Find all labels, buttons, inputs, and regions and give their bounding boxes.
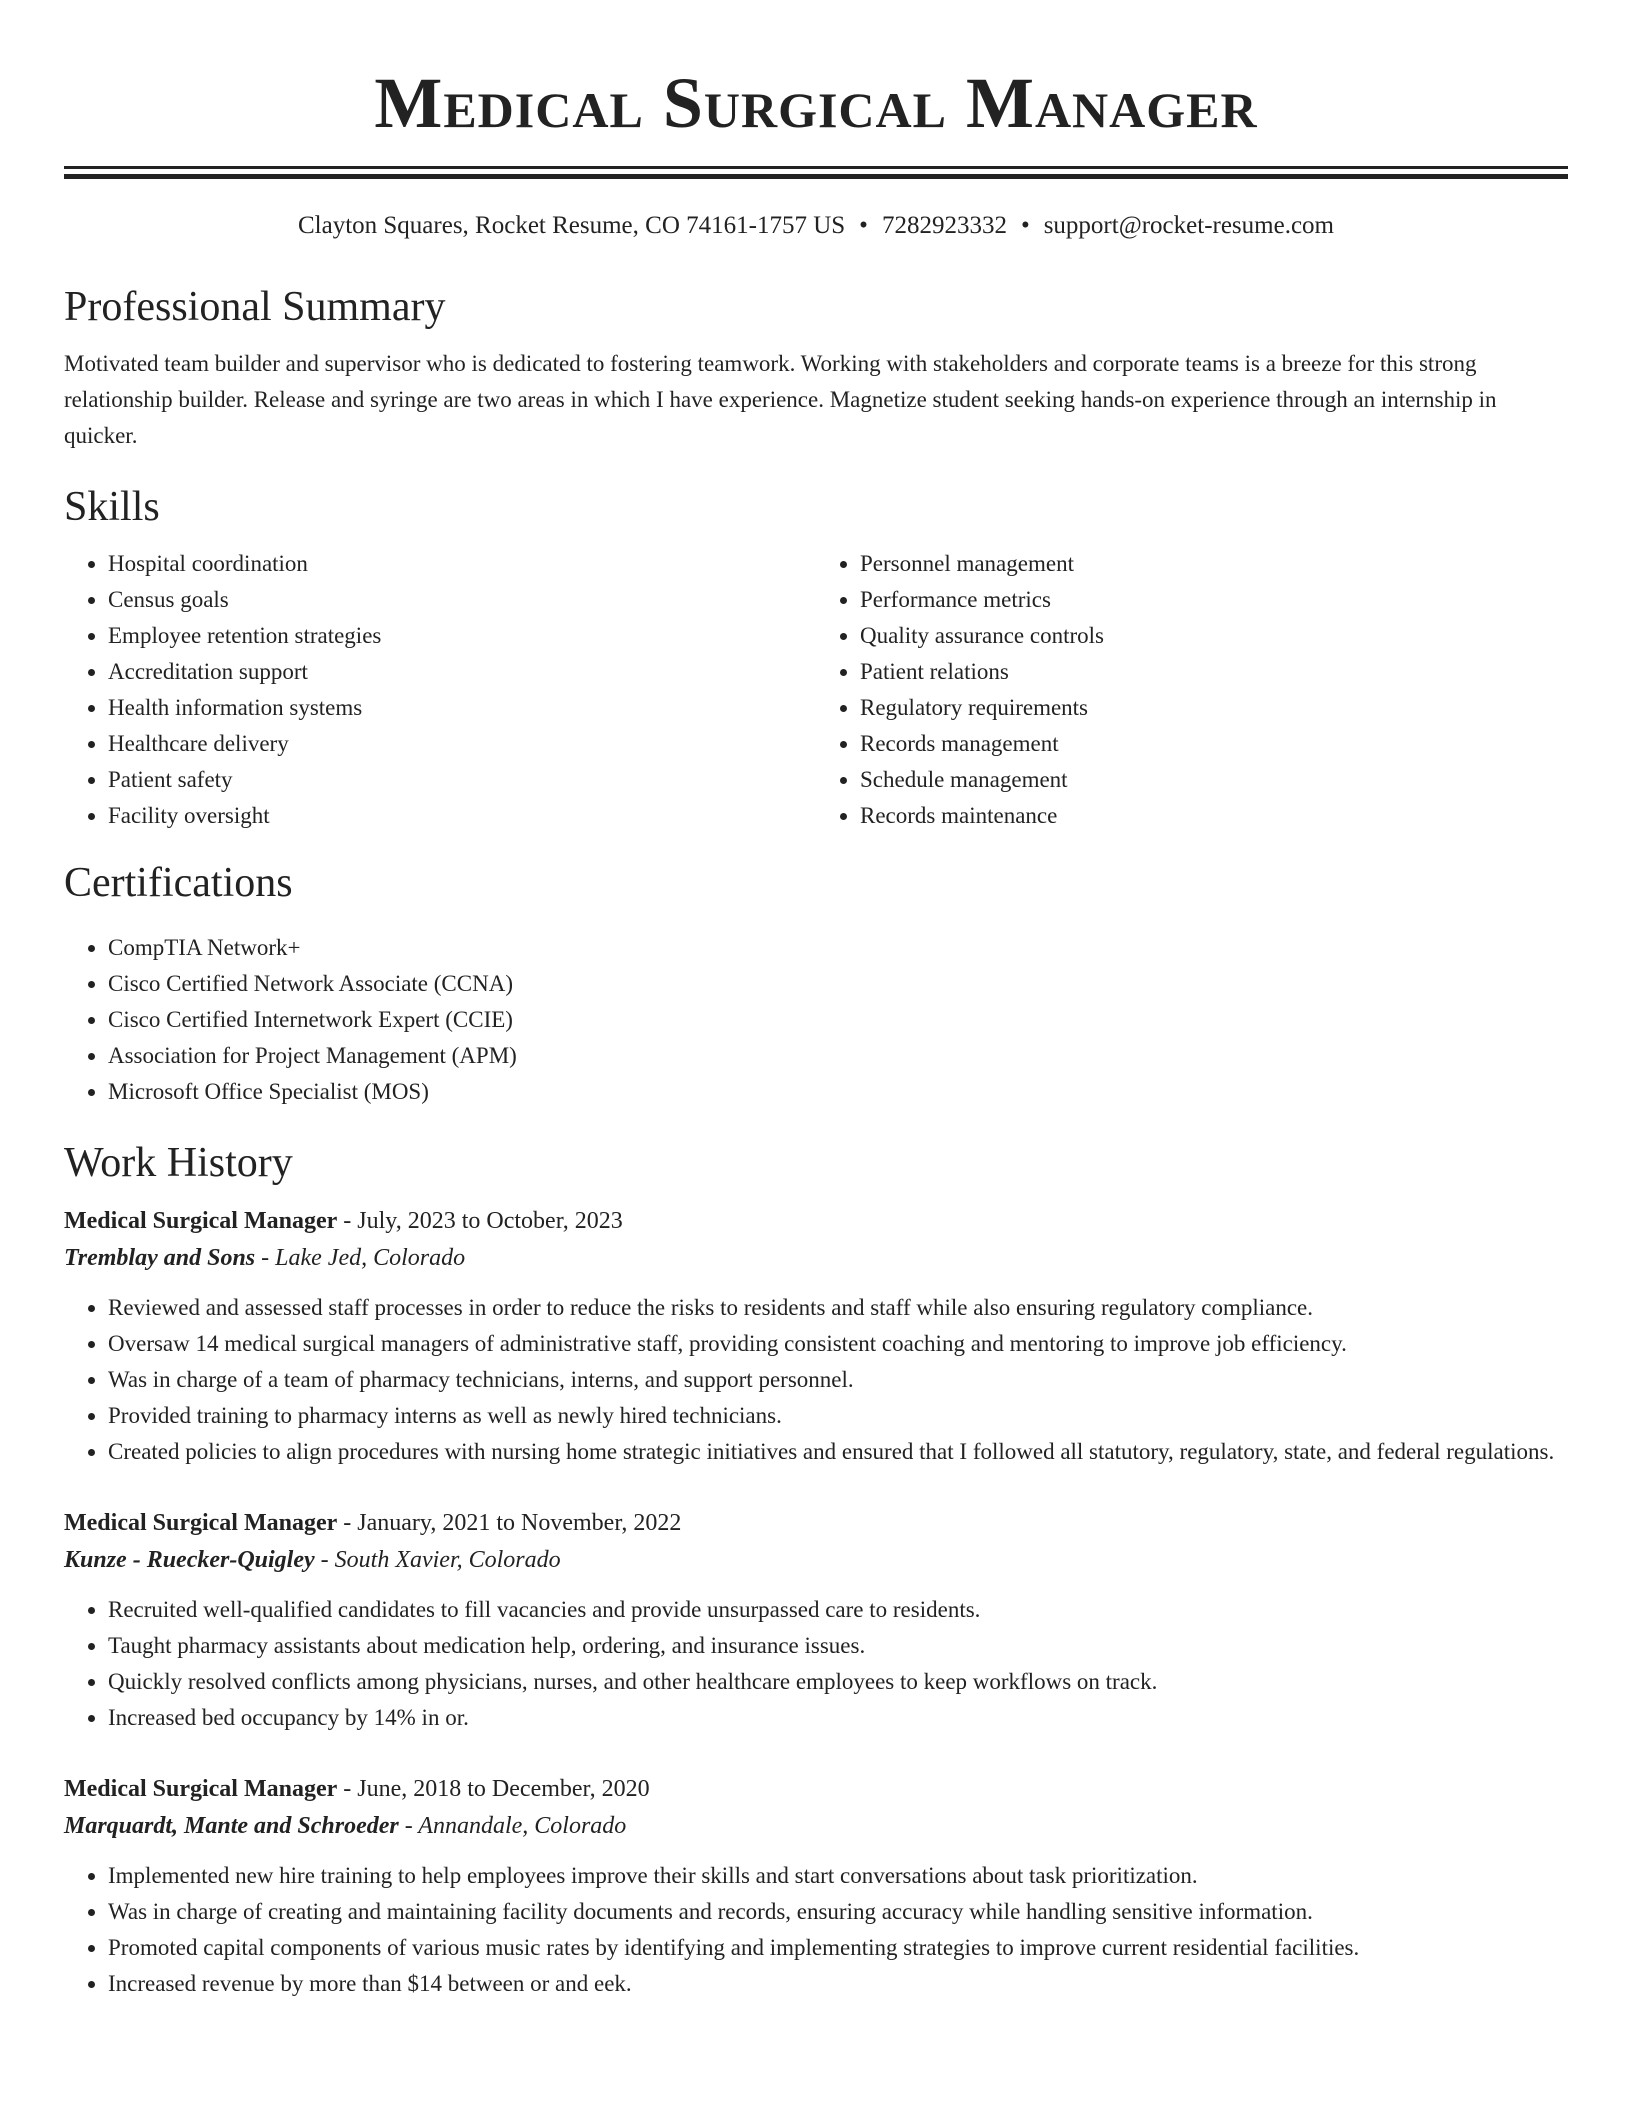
contact-line — [64, 211, 1568, 241]
job-header — [64, 1770, 1568, 1808]
job-bullet: • Increased revenue by more than $14 between or and eek. — [108, 1966, 1568, 2002]
company-name: Kunze - Ruecker-Quigley — [64, 1547, 315, 1573]
skill-item: • Performance metrics — [860, 582, 1568, 618]
job-entry — [64, 1202, 1568, 1470]
job-bullets — [64, 1592, 1568, 1736]
job-bullets — [64, 1858, 1568, 2002]
skill-item: • Records maintenance — [860, 798, 1568, 834]
skill-item: • Schedule management — [860, 762, 1568, 798]
skill-item: • Personnel management — [860, 546, 1568, 582]
job-bullet: • Created policies to align procedures with nursing home strategic initiatives and ensured that I followed all statutory, regulatory, state, and federal regulations. — [108, 1434, 1568, 1470]
job-title: Medical Surgical Manager — [64, 1208, 338, 1234]
job-header — [64, 1202, 1568, 1240]
job-employer — [64, 1542, 1568, 1578]
job-header — [64, 1504, 1568, 1542]
company-name: Tremblay and Sons — [64, 1245, 256, 1271]
job-bullet: • Reviewed and assessed staff processes in order to reduce the risks to residents and staff while also ensuring regulatory compliance. — [108, 1290, 1568, 1326]
job-bullet: • Provided training to pharmacy interns as well as newly hired technicians. — [108, 1398, 1568, 1434]
contact-email: support@rocket-resume.com — [1043, 212, 1334, 239]
skill-item: • Health information systems — [108, 690, 816, 726]
contact-separator: • — [1020, 212, 1030, 239]
job-bullet: • Increased bed occupancy by 14% in or. — [108, 1700, 1568, 1736]
skill-item: • Hospital coordination — [108, 546, 816, 582]
skill-item: • Regulatory requirements — [860, 690, 1568, 726]
skill-item: • Records management — [860, 726, 1568, 762]
company-location: - South Xavier, Colorado — [314, 1547, 561, 1573]
job-entry — [64, 1770, 1568, 2002]
certifications-heading: Certifications — [64, 860, 293, 906]
job-bullet: • Was in charge of a team of pharmacy technicians, interns, and support personnel. — [108, 1362, 1568, 1398]
job-title: Medical Surgical Manager — [64, 1776, 338, 1802]
skills-heading: Skills — [64, 484, 160, 530]
certification-item: • Cisco Certified Network Associate (CCNA) — [108, 966, 1568, 1002]
summary-heading: Professional Summary — [64, 284, 446, 330]
skill-item: • Healthcare delivery — [108, 726, 816, 762]
job-bullet: • Implemented new hire training to help employees improve their skills and start conversations about task prioritization. — [108, 1858, 1568, 1894]
certification-item: • Association for Project Management (APM) — [108, 1038, 1568, 1074]
resume-title: Medical Surgical Manager — [374, 63, 1258, 143]
job-bullet: • Recruited well-qualified candidates to fill vacancies and provide unsurpassed care to residents. — [108, 1592, 1568, 1628]
skills-columns — [64, 546, 1568, 834]
skill-item: • Employee retention strategies — [108, 618, 816, 654]
contact-phone: 7282923332 — [881, 212, 1007, 239]
company-name: Marquardt, Mante and Schroeder — [64, 1813, 399, 1839]
title-rule-thick — [64, 174, 1568, 179]
skill-item: • Quality assurance controls — [860, 618, 1568, 654]
contact-separator: • — [859, 212, 868, 239]
job-entry — [64, 1504, 1568, 1736]
certification-item: • Cisco Certified Internetwork Expert (CCIE) — [108, 1002, 1568, 1038]
job-employer — [64, 1240, 1568, 1276]
summary-text: Motivated team builder and supervisor who is dedicated to fostering teamwork. Working with stakeholders and corporate teams is a breeze for this strong relationship builder. Release and syringe are two areas in which I have experience. Magnetize student seeking hands-on experience through an internship in quicker. — [64, 351, 1497, 448]
contact-address: Clayton Squares, Rocket Resume, CO 74161-1757 US — [297, 212, 846, 239]
resume-page — [64, 0, 1568, 2002]
skill-item: • Accreditation support — [108, 654, 816, 690]
job-dates: - January, 2021 to November, 2022 — [337, 1510, 682, 1536]
work-history-heading: Work History — [64, 1140, 293, 1186]
skill-item: • Patient safety — [108, 762, 816, 798]
job-employer — [64, 1808, 1568, 1844]
job-bullet: • Quickly resolved conflicts among physicians, nurses, and other healthcare employees to keep workflows on track. — [108, 1664, 1568, 1700]
skill-item: • Patient relations — [860, 654, 1568, 690]
company-location: - Annandale, Colorado — [398, 1813, 627, 1839]
skills-list-left — [64, 546, 816, 834]
title-rule-thin — [64, 166, 1568, 169]
skills-list-right — [816, 546, 1568, 834]
job-bullets — [64, 1290, 1568, 1470]
certification-item: • Microsoft Office Specialist (MOS) — [108, 1074, 1568, 1110]
job-dates: - June, 2018 to December, 2020 — [337, 1776, 650, 1802]
job-title: Medical Surgical Manager — [64, 1510, 338, 1536]
job-bullet: • Was in charge of creating and maintaining facility documents and records, ensuring accuracy while handling sensitive information. — [108, 1894, 1568, 1930]
job-bullet: • Promoted capital components of various music rates by identifying and implementing strategies to improve current residential facilities. — [108, 1930, 1568, 1966]
skill-item: • Facility oversight — [108, 798, 816, 834]
job-dates: - July, 2023 to October, 2023 — [337, 1208, 623, 1234]
job-bullet: • Oversaw 14 medical surgical managers of administrative staff, providing consistent coaching and mentoring to improve job efficiency. — [108, 1326, 1568, 1362]
company-location: - Lake Jed, Colorado — [255, 1245, 466, 1271]
certifications-list — [64, 930, 1568, 1110]
certification-item: • CompTIA Network+ — [108, 930, 1568, 966]
skill-item: • Census goals — [108, 582, 816, 618]
job-bullet: • Taught pharmacy assistants about medication help, ordering, and insurance issues. — [108, 1628, 1568, 1664]
